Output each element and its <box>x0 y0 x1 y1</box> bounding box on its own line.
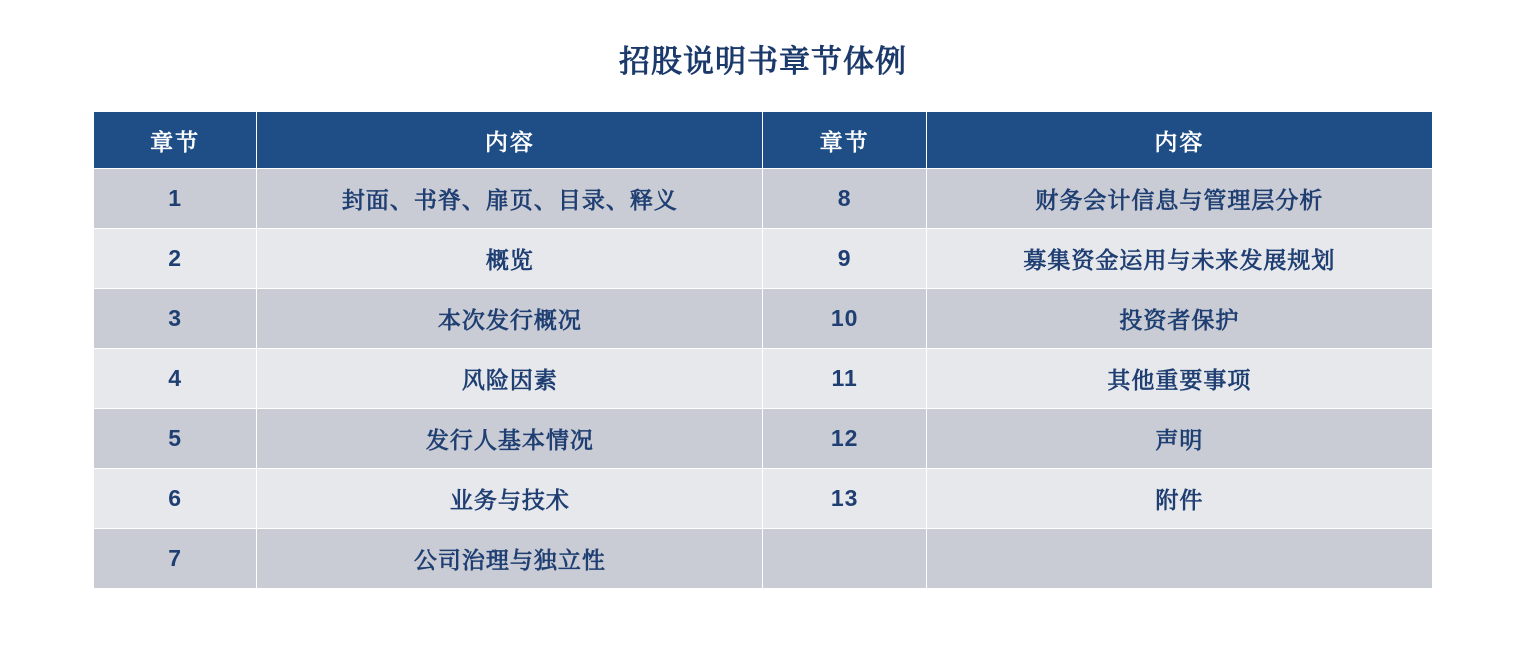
chapter-number-empty <box>763 529 926 589</box>
chapter-content: 概览 <box>257 229 763 289</box>
chapter-number: 4 <box>94 349 257 409</box>
table-row <box>94 469 1433 529</box>
chapter-number: 11 <box>763 349 926 409</box>
column-header-chapter-right: 章节 <box>763 112 926 169</box>
table-row <box>94 529 1433 589</box>
chapter-content: 投资者保护 <box>926 289 1432 349</box>
chapter-number: 9 <box>763 229 926 289</box>
chapter-content: 封面、书脊、扉页、目录、释义 <box>257 169 763 229</box>
chapter-content: 发行人基本情况 <box>257 409 763 469</box>
chapter-table-container <box>93 111 1433 589</box>
chapter-content: 声明 <box>926 409 1432 469</box>
table-header-row <box>94 112 1433 169</box>
chapter-number: 2 <box>94 229 257 289</box>
chapter-number: 5 <box>94 409 257 469</box>
chapter-number: 7 <box>94 529 257 589</box>
chapter-content: 其他重要事项 <box>926 349 1432 409</box>
chapter-content-empty <box>926 529 1432 589</box>
chapter-number: 12 <box>763 409 926 469</box>
table-row <box>94 169 1433 229</box>
chapter-content: 公司治理与独立性 <box>257 529 763 589</box>
chapter-number: 1 <box>94 169 257 229</box>
table-row <box>94 349 1433 409</box>
table-row <box>94 229 1433 289</box>
column-header-chapter-left: 章节 <box>94 112 257 169</box>
chapter-number: 6 <box>94 469 257 529</box>
page-title: 招股说明书章节体例 <box>619 44 907 79</box>
chapter-table <box>93 111 1433 589</box>
table-row <box>94 409 1433 469</box>
chapter-number: 8 <box>763 169 926 229</box>
chapter-number: 10 <box>763 289 926 349</box>
chapter-content: 风险因素 <box>257 349 763 409</box>
chapter-content: 业务与技术 <box>257 469 763 529</box>
chapter-content: 募集资金运用与未来发展规划 <box>926 229 1432 289</box>
chapter-content: 本次发行概况 <box>257 289 763 349</box>
chapter-content: 附件 <box>926 469 1432 529</box>
chapter-content: 财务会计信息与管理层分析 <box>926 169 1432 229</box>
column-header-content-right: 内容 <box>926 112 1432 169</box>
chapter-number: 3 <box>94 289 257 349</box>
table-row <box>94 289 1433 349</box>
chapter-number: 13 <box>763 469 926 529</box>
column-header-content-left: 内容 <box>257 112 763 169</box>
